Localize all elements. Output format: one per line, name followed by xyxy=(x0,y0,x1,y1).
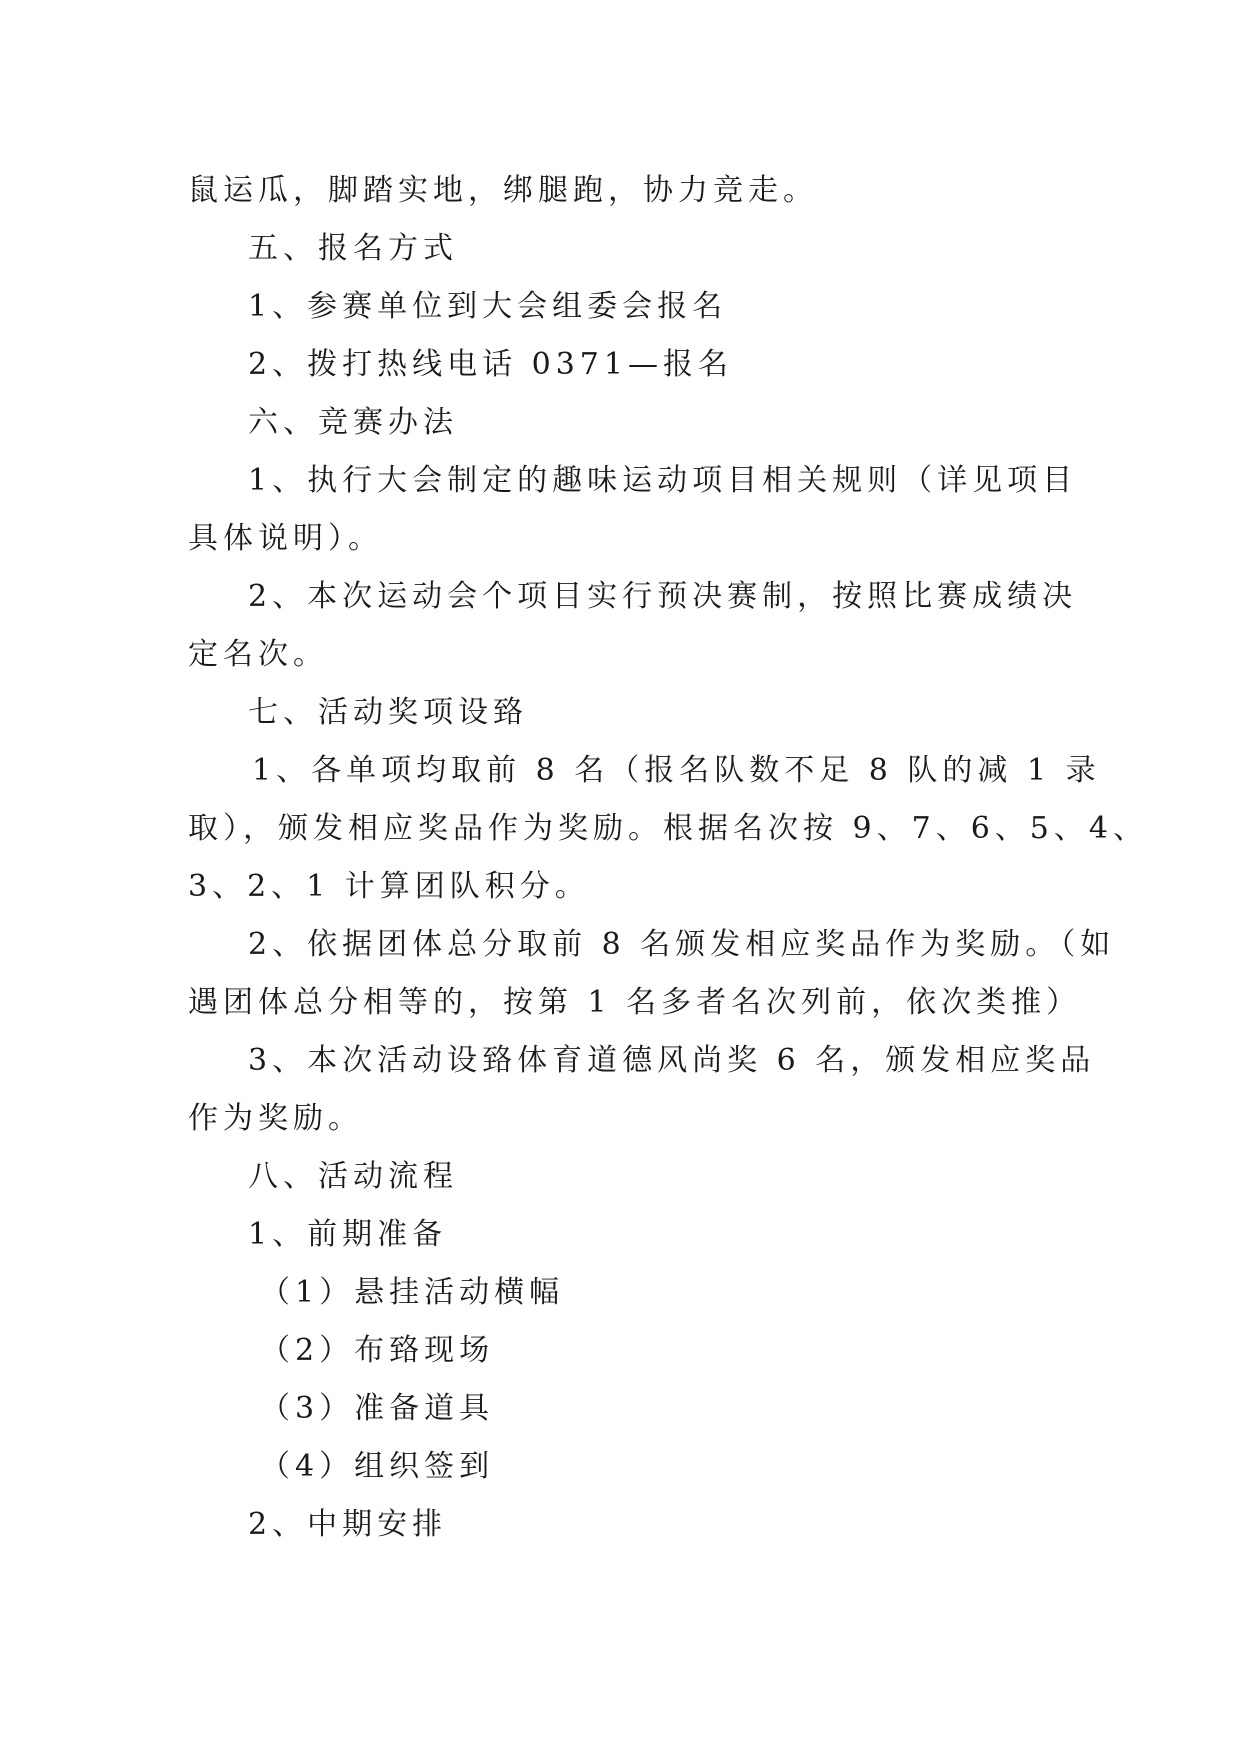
sub-list-item: （3）准备道具 xyxy=(260,1391,495,1426)
list-item: 1、参赛单位到大会组委会报名 xyxy=(248,289,728,324)
list-item: 2、中期安排 xyxy=(248,1507,448,1542)
sub-list-item: （1）悬挂活动横幅 xyxy=(260,1275,565,1310)
list-item: 1、前期准备 xyxy=(248,1217,448,1252)
list-item: 2、拨打热线电话 0371—报名 xyxy=(248,347,733,382)
document-body xyxy=(188,162,1148,1554)
section-heading-process: 八、活动流程 xyxy=(248,1159,458,1194)
text-line: 定名次。 xyxy=(188,637,328,672)
text-line: 取），颁发相应奖品作为奖励。根据名次按 9、7、6、5、4、 xyxy=(188,811,1148,846)
list-item: 2、本次运动会个项目实行预决赛制，按照比赛成绩决 xyxy=(248,579,1078,614)
text-line: 具体说明）。 xyxy=(188,521,383,556)
section-heading-registration: 五、报名方式 xyxy=(248,231,458,266)
text-line: 作为奖励。 xyxy=(188,1101,363,1136)
sub-list-item: （2）布臵现场 xyxy=(260,1333,495,1368)
section-heading-awards: 七、活动奖项设臵 xyxy=(248,695,528,730)
text-line: 遇团体总分相等的，按第 1 名多者名次列前，依次类推） xyxy=(188,985,1082,1020)
section-heading-competition: 六、竞赛办法 xyxy=(248,405,458,440)
text-line: 3、2、1 计算团队积分。 xyxy=(188,869,590,904)
text-line: 鼠运瓜，脚踏实地，绑腿跑，协力竞走。 xyxy=(188,173,818,208)
list-item: 1、各单项均取前 8 名（报名队数不足 8 队的减 1 录 xyxy=(252,753,1101,788)
sub-list-item: （4）组织签到 xyxy=(260,1449,495,1484)
list-item: 3、本次活动设臵体育道德风尚奖 6 名，颁发相应奖品 xyxy=(248,1043,1096,1078)
list-item: 1、执行大会制定的趣味运动项目相关规则（详见项目 xyxy=(248,463,1078,498)
list-item: 2、依据团体总分取前 8 名颁发相应奖品作为奖励。（如 xyxy=(248,927,1116,962)
